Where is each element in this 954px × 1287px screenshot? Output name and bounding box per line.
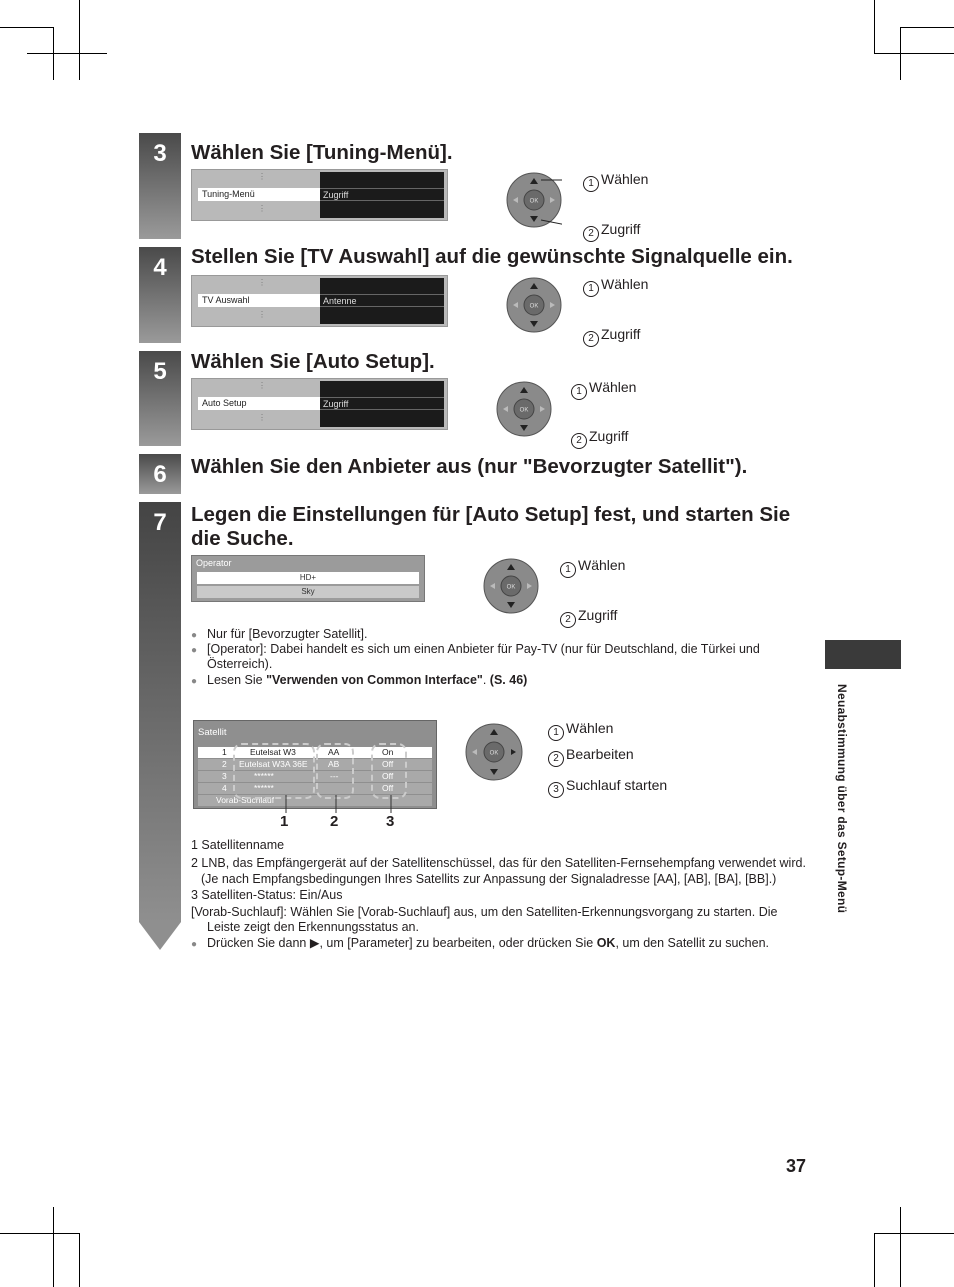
note-pre-search-cont: Leiste zeigt den Erkennungsstatus an. — [207, 920, 419, 934]
remote-dpad-icon — [506, 172, 562, 228]
section-tab — [825, 640, 901, 669]
satellite-menu-title: Satellit — [198, 727, 227, 738]
crop-mark — [874, 1233, 954, 1234]
auto-setup-menu-screen: ⋮ Auto Setup Zugriff ⋮ — [191, 378, 448, 430]
remote-dpad-icon — [496, 381, 552, 437]
crop-mark — [27, 53, 107, 54]
tuning-menu-screen: ⋮ Tuning-Menü Zugriff ⋮ — [191, 169, 448, 221]
crop-mark — [53, 1207, 54, 1287]
note-satellite-name: 1 Satellitenname — [191, 838, 285, 852]
operator-option-sky[interactable]: Sky — [197, 586, 419, 598]
callout-number-1: 1 — [280, 813, 289, 830]
remote-dpad-icon — [506, 277, 562, 333]
crop-mark — [79, 0, 80, 80]
crop-mark — [0, 27, 53, 28]
step-bar-arrow — [139, 922, 181, 950]
step-number-4: 4 — [153, 254, 167, 281]
crop-mark — [79, 1233, 80, 1287]
menu-item-auto-setup[interactable]: Auto Setup — [198, 397, 320, 410]
step-number-7: 7 — [153, 509, 167, 536]
step-number-3: 3 — [153, 140, 167, 167]
label-start-search: 3 Suchlauf starten — [548, 777, 667, 798]
operator-menu-title: Operator — [196, 558, 232, 568]
tv-selection-menu-screen: ⋮ TV Auswahl Antenne ⋮ — [191, 275, 448, 327]
callout-box-lnb — [316, 743, 354, 799]
menu-value-access: Zugriff — [320, 188, 444, 201]
operator-menu-screen — [191, 555, 425, 602]
step-4-heading: Stellen Sie [TV Auswahl] auf die gewünschte Signalquelle ein. — [191, 245, 793, 268]
step-6-heading: Wählen Sie den Anbieter aus (nur "Bevorzugter Satellit"). — [191, 455, 748, 478]
step-5-heading: Wählen Sie [Auto Setup]. — [191, 350, 435, 373]
satellite-row-3[interactable]: 3 ****** --- Off — [198, 771, 432, 782]
bullet-text-cont: Österreich). — [207, 657, 273, 671]
svg-text:OK: OK — [489, 750, 499, 757]
note-pre-search: [Vorab-Suchlauf]: Wählen Sie [Vorab-Suchlauf] aus, um den Satelliten-Erkennungsvorgang zu starten. Die — [191, 905, 778, 919]
label-select: 1 Wählen — [571, 379, 636, 400]
label-select: 1 Wählen — [560, 557, 625, 578]
label-select: 1 Wählen — [548, 720, 613, 741]
crop-mark — [900, 1207, 901, 1287]
svg-text:OK: OK — [519, 407, 529, 414]
crop-mark — [53, 27, 54, 80]
svg-text:OK: OK — [529, 303, 539, 310]
callout-box-name — [233, 743, 315, 799]
label-select: 1 Wählen — [583, 171, 648, 192]
note-lnb: 2 LNB, das Empfängergerät auf der Satellitenschüssel, das für den Satelliten-Fernsehempfang verwendet wird. — [191, 856, 806, 870]
step-3-heading: Wählen Sie [Tuning-Menü]. — [191, 141, 453, 164]
menu-item-tuning[interactable]: Tuning-Menü — [198, 188, 320, 201]
label-edit: 2 Bearbeiten — [548, 746, 634, 767]
remote-dpad-icon — [483, 558, 539, 614]
crop-mark — [900, 27, 954, 28]
bullet-icon: ● — [191, 939, 198, 950]
section-title-vertical: Neuabstimmung über das Setup-Menü — [835, 684, 849, 914]
svg-text:OK: OK — [529, 198, 539, 205]
satellite-row-2[interactable]: 2 Eutelsat W3A 36E AB Off — [198, 759, 432, 770]
bullet-icon: ● — [191, 630, 198, 641]
label-select: 1 Wählen — [583, 276, 648, 297]
note-status: 3 Satelliten-Status: Ein/Aus — [191, 888, 343, 902]
menu-item-tv-selection[interactable]: TV Auswahl — [198, 294, 320, 307]
note-lnb-cont: (Je nach Empfangsbedingungen Ihres Satellits zur Anpassung der Signaladresse [AA], [AB], [BA], [BB].) — [201, 872, 777, 886]
bullet-text: [Operator]: Dabei handelt es sich um einen Anbieter für Pay-TV (nur für Deutschland, die Türkei und — [207, 642, 760, 656]
step-bar-7 — [139, 502, 181, 922]
bullet-text: Nur für [Bevorzugter Satellit]. — [207, 627, 368, 641]
step-7-heading-line2: die Suche. — [191, 527, 294, 550]
crop-mark — [874, 53, 954, 54]
bullet-text-reference: Lesen Sie "Verwenden von Common Interface". (S. 46) — [207, 673, 528, 687]
label-access: 2 Zugriff — [560, 607, 617, 628]
crop-mark — [874, 0, 875, 53]
callout-number-2: 2 — [330, 813, 339, 830]
crop-mark — [0, 1233, 80, 1234]
operator-option-hdplus[interactable]: HD+ — [197, 572, 419, 584]
remote-dpad-icon — [465, 723, 523, 781]
pre-search-button[interactable]: Vorab-Suchlauf — [198, 795, 432, 806]
label-access: 2 Zugriff — [571, 428, 628, 449]
label-access: 2 Zugriff — [583, 326, 640, 347]
label-access: 2 Zugriff — [583, 221, 640, 242]
bullet-icon: ● — [191, 676, 198, 687]
crop-mark — [874, 1233, 875, 1287]
menu-value-antenna: Antenne — [320, 294, 444, 307]
note-press-ok: Drücken Sie dann ▶, um [Parameter] zu bearbeiten, oder drücken Sie OK, um den Satellit zu suchen. — [207, 936, 769, 950]
satellite-row-4[interactable]: 4 ****** Off — [198, 783, 432, 794]
bullet-icon: ● — [191, 645, 198, 656]
callout-number-3: 3 — [386, 813, 395, 830]
step-number-5: 5 — [153, 358, 167, 385]
svg-text:OK: OK — [506, 584, 516, 591]
satellite-row-1[interactable]: 1 Eutelsat W3 AA On — [198, 747, 432, 758]
step-number-6: 6 — [153, 461, 167, 488]
callout-lines — [190, 795, 430, 815]
callout-box-status — [371, 743, 407, 799]
menu-value-access: Zugriff — [320, 397, 444, 410]
step-7-heading-line1: Legen die Einstellungen für [Auto Setup] fest, und starten Sie — [191, 503, 791, 526]
page-number: 37 — [786, 1156, 807, 1176]
